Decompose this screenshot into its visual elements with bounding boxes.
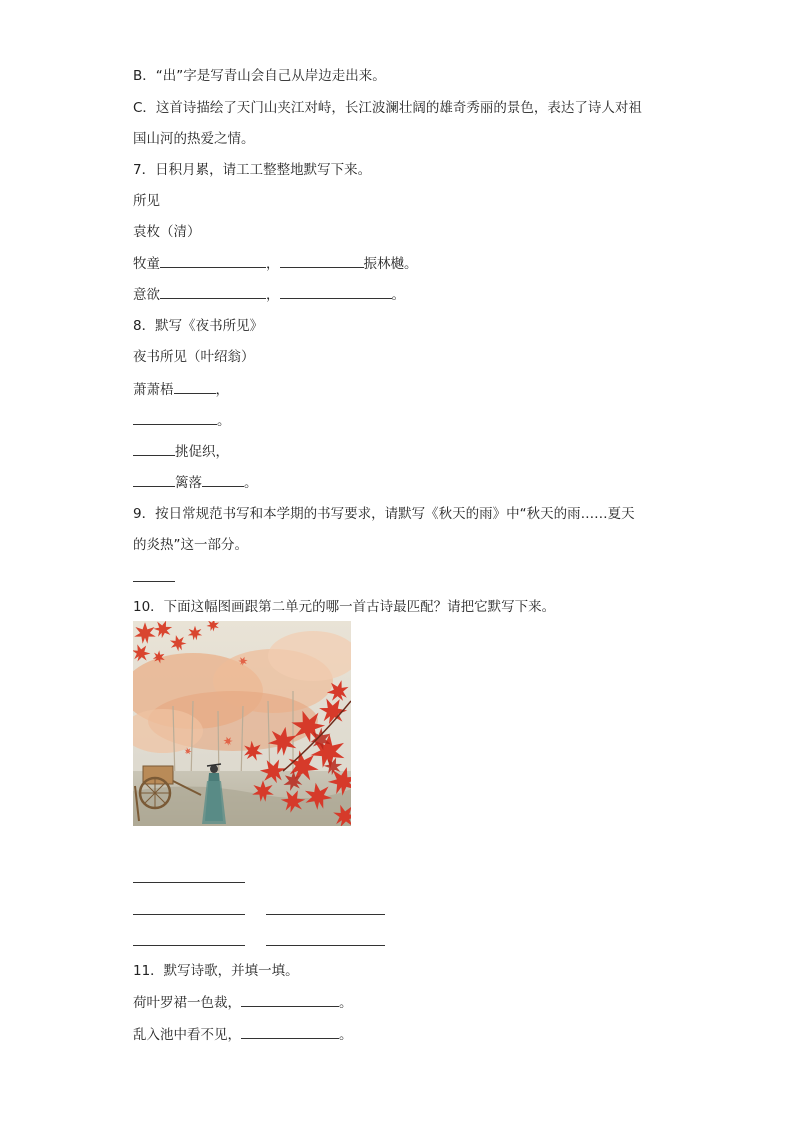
answer-blank[interactable] <box>133 410 217 425</box>
option-c-line1: C．这首诗描绘了天门山夹江对峙，长江波澜壮阔的雄奇秀丽的景色，表达了诗人对祖 <box>133 100 642 116</box>
option-c-line2: 国山河的热爱之情。 <box>133 131 255 147</box>
q8-line2 <box>133 410 231 431</box>
comma: ， <box>215 382 229 398</box>
autumn-maple-painting <box>133 621 351 826</box>
answer-blank[interactable] <box>133 581 175 582</box>
q11-line2-start: 乱入池中看不见， <box>133 1027 241 1043</box>
q7-line2 <box>133 284 405 305</box>
answer-blank[interactable] <box>202 472 244 487</box>
period: 。 <box>244 475 258 491</box>
period: 。 <box>391 287 405 303</box>
period: 。 <box>339 1027 353 1043</box>
poem-title-yeshusuojian: 夜书所见（叶绍翁） <box>133 349 255 365</box>
period: 。 <box>217 413 231 429</box>
q8-line3 <box>133 441 229 462</box>
q8-line4-mid: 篱落 <box>175 475 202 491</box>
q7-line2-start: 意欲 <box>133 287 160 303</box>
answer-blank[interactable] <box>280 284 392 299</box>
q11-line2 <box>133 1024 353 1045</box>
question-11-prompt: 11．默写诗歌，并填一填。 <box>133 963 299 979</box>
answer-blank[interactable] <box>133 472 175 487</box>
question-9-prompt-line1: 9．按日常规范书写和本学期的书写要求，请默写《秋天的雨》中“秋天的雨……夏天 <box>133 506 635 522</box>
q7-line1-start: 牧童 <box>133 256 160 272</box>
answer-blank[interactable] <box>266 945 385 946</box>
answer-blank[interactable] <box>133 945 245 946</box>
answer-blank[interactable] <box>280 253 364 268</box>
q8-line1 <box>133 379 229 400</box>
question-7-prompt: 7．日积月累，请工工整整地默写下来。 <box>133 162 372 178</box>
answer-blank[interactable] <box>133 882 245 883</box>
answer-blank[interactable] <box>241 1024 339 1039</box>
answer-blank[interactable] <box>241 992 339 1007</box>
q8-line1-start: 萧萧梧 <box>133 382 174 398</box>
poem-title-suojian: 所见 <box>133 193 160 209</box>
answer-blank[interactable] <box>160 284 266 299</box>
question-8-prompt: 8．默写《夜书所见》 <box>133 318 264 334</box>
q7-line1 <box>133 253 418 274</box>
answer-blank[interactable] <box>266 914 385 915</box>
period: 。 <box>339 995 353 1011</box>
answer-blank[interactable] <box>133 914 245 915</box>
q11-line1 <box>133 992 353 1013</box>
poem-author-yuanmei: 袁枚（清） <box>133 224 201 240</box>
q8-line4 <box>133 472 258 493</box>
question-9-prompt-line2: 的炎热”这一部分。 <box>133 537 248 553</box>
option-b: B．“出”字是写青山会自己从岸边走出来。 <box>133 68 386 84</box>
comma: ， <box>266 256 280 272</box>
answer-blank[interactable] <box>133 441 175 456</box>
q11-line1-start: 荷叶罗裙一色裁， <box>133 995 241 1011</box>
answer-blank[interactable] <box>174 379 216 394</box>
q7-line1-end: 振林樾。 <box>363 256 418 272</box>
comma: ， <box>266 287 280 303</box>
question-10-prompt: 10．下面这幅图画跟第二单元的哪一首古诗最匹配？请把它默写下来。 <box>133 599 556 615</box>
answer-blank[interactable] <box>160 253 266 268</box>
q8-line3-end: 挑促织， <box>175 444 229 460</box>
